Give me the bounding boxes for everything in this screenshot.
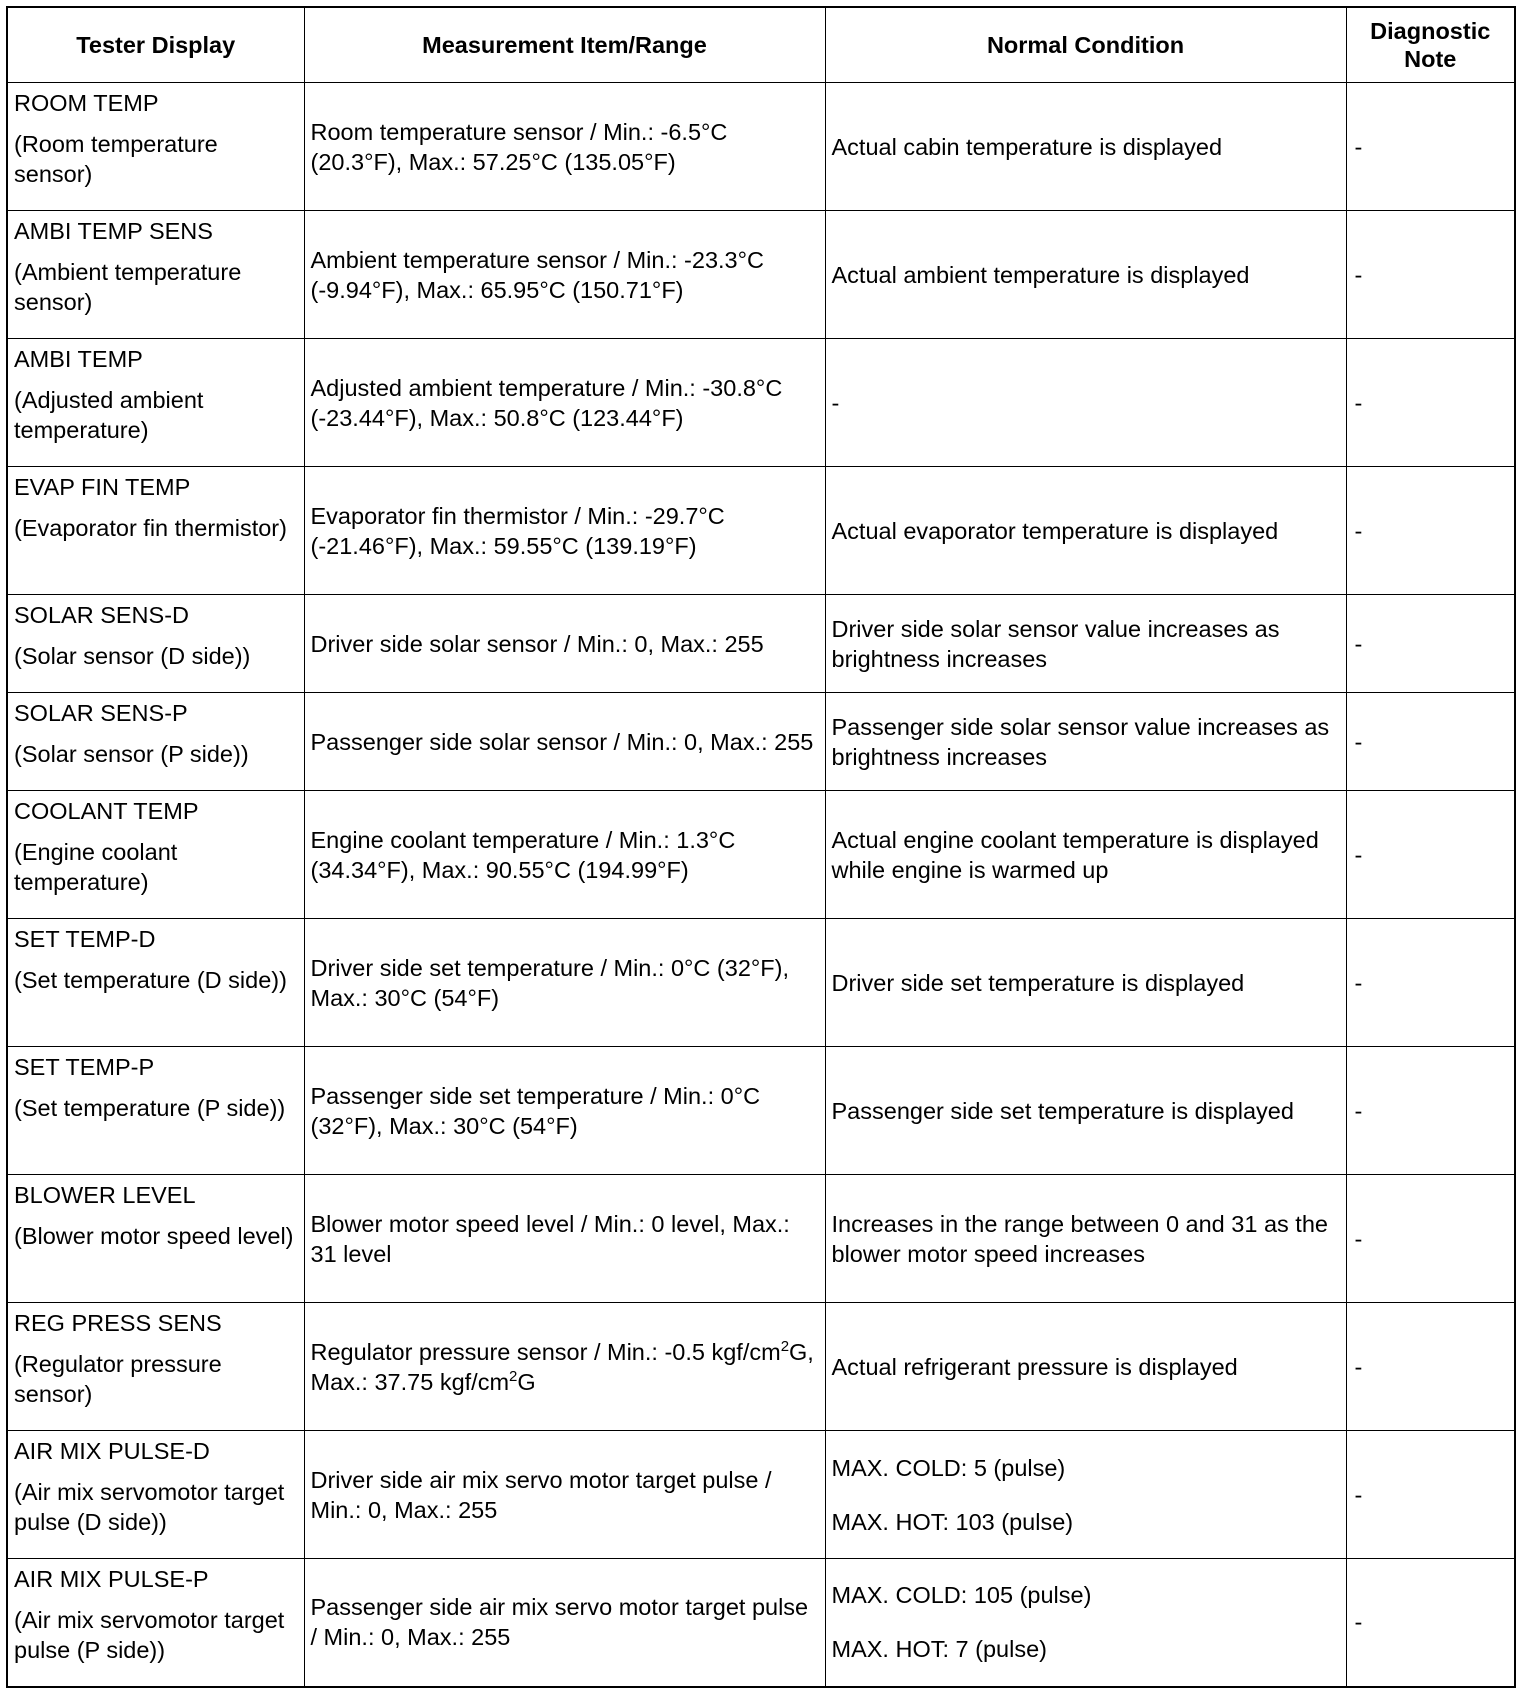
diagnostic-note-cell: - <box>1346 595 1515 693</box>
condition-text: Actual ambient temperature is displayed <box>831 261 1250 288</box>
normal-condition-cell <box>825 1559 1346 1687</box>
table-row <box>7 1431 1515 1559</box>
diagnostic-note-cell: - <box>1346 693 1515 791</box>
normal-condition-cell <box>825 1303 1346 1431</box>
diagnostic-note-cell: - <box>1346 1047 1515 1175</box>
display-code: BLOWER LEVEL <box>14 1182 196 1208</box>
diagnostic-note-cell: - <box>1346 211 1515 339</box>
normal-condition-cell <box>825 339 1346 467</box>
tester-display-cell <box>7 595 304 693</box>
measurement-cell: Passenger side set temperature / Min.: 0°C (32°F), Max.: 30°C (54°F) <box>304 1047 825 1175</box>
measurement-text: Regulator pressure sensor / Min.: -0.5 kgf/cm <box>310 1338 781 1365</box>
normal-condition-cell <box>825 83 1346 211</box>
tester-display-cell <box>7 83 304 211</box>
display-code: AMBI TEMP <box>14 346 143 372</box>
tester-display-cell <box>7 1047 304 1175</box>
normal-condition-cell <box>825 919 1346 1047</box>
display-description: (Solar sensor (D side)) <box>14 643 251 669</box>
diagnostic-note-cell: - <box>1346 467 1515 595</box>
condition-text: MAX. HOT: 103 (pulse) <box>831 1508 1074 1535</box>
display-description: (Solar sensor (P side)) <box>14 741 249 767</box>
condition-text: Driver side set temperature is displayed <box>831 969 1245 996</box>
tester-display-cell <box>7 339 304 467</box>
measurement-cell: Driver side solar sensor / Min.: 0, Max.: 255 <box>304 595 825 693</box>
measurement-cell: Ambient temperature sensor / Min.: -23.3°C (-9.94°F), Max.: 65.95°C (150.71°F) <box>304 211 825 339</box>
tester-display-cell <box>7 1559 304 1687</box>
condition-text: - <box>831 389 840 416</box>
condition-text: Driver side solar sensor value increases as brightness increases <box>831 615 1280 672</box>
normal-condition-cell <box>825 595 1346 693</box>
measurement-cell: Engine coolant temperature / Min.: 1.3°C (34.34°F), Max.: 90.55°C (194.99°F) <box>304 791 825 919</box>
display-code: SOLAR SENS-D <box>14 602 189 628</box>
condition-text: Actual cabin temperature is displayed <box>831 133 1223 160</box>
normal-condition-cell <box>825 1431 1346 1559</box>
display-description: (Room temperature sensor) <box>14 131 218 187</box>
display-code: SOLAR SENS-P <box>14 700 188 726</box>
tester-display-cell <box>7 467 304 595</box>
condition-text: MAX. HOT: 7 (pulse) <box>831 1636 1047 1663</box>
tester-display-cell <box>7 693 304 791</box>
display-code: REG PRESS SENS <box>14 1310 222 1336</box>
tester-display-cell <box>7 1175 304 1303</box>
diagnostic-note-cell: - <box>1346 919 1515 1047</box>
diagnostic-note-cell: - <box>1346 791 1515 919</box>
measurement-cell: Blower motor speed level / Min.: 0 level, Max.: 31 level <box>304 1175 825 1303</box>
display-code: AMBI TEMP SENS <box>14 218 213 244</box>
diagnostic-note-cell: - <box>1346 1559 1515 1687</box>
table-row <box>7 83 1515 211</box>
table-row <box>7 595 1515 693</box>
table-row <box>7 1047 1515 1175</box>
condition-text: Actual evaporator temperature is displayed <box>831 517 1279 544</box>
table-row <box>7 791 1515 919</box>
measurement-text: G, Max.: 37.75 kgf/cm <box>310 1338 814 1395</box>
tester-display-cell <box>7 1303 304 1431</box>
tester-display-cell <box>7 211 304 339</box>
condition-text: Passenger side set temperature is displayed <box>831 1097 1294 1124</box>
table-header-row <box>7 7 1515 83</box>
header-normal-condition: Normal Condition <box>825 7 1346 83</box>
table-row <box>7 1559 1515 1687</box>
table-row <box>7 339 1515 467</box>
measurement-text: G <box>517 1368 536 1395</box>
measurement-cell: Adjusted ambient temperature / Min.: -30.8°C (-23.44°F), Max.: 50.8°C (123.44°F) <box>304 339 825 467</box>
display-description: (Ambient temperature sensor) <box>14 259 242 315</box>
display-description: (Evaporator fin thermistor) <box>14 515 287 541</box>
measurement-cell: Evaporator fin thermistor / Min.: -29.7°C (-21.46°F), Max.: 59.55°C (139.19°F) <box>304 467 825 595</box>
display-description: (Air mix servomotor target pulse (P side)) <box>14 1607 285 1663</box>
measurement-cell: Passenger side air mix servo motor target pulse / Min.: 0, Max.: 255 <box>304 1559 825 1687</box>
display-description: (Air mix servomotor target pulse (D side)) <box>14 1479 285 1535</box>
condition-text: Actual engine coolant temperature is displayed while engine is warmed up <box>831 826 1319 883</box>
display-description: (Set temperature (D side)) <box>14 967 287 993</box>
table-row <box>7 211 1515 339</box>
tester-display-cell <box>7 1431 304 1559</box>
normal-condition-cell <box>825 211 1346 339</box>
superscript-two: 2 <box>780 1337 790 1355</box>
normal-condition-cell <box>825 467 1346 595</box>
header-tester-display: Tester Display <box>7 7 304 83</box>
data-list-table <box>6 6 1516 1688</box>
diagnostic-note-cell: - <box>1346 339 1515 467</box>
diagnostic-note-cell: - <box>1346 1175 1515 1303</box>
diagnostic-note-cell: - <box>1346 1431 1515 1559</box>
display-code: AIR MIX PULSE-P <box>14 1566 209 1592</box>
tester-display-cell <box>7 919 304 1047</box>
header-diagnostic-note: Diagnostic Note <box>1346 7 1515 83</box>
tester-display-cell <box>7 791 304 919</box>
table-row <box>7 919 1515 1047</box>
superscript-two: 2 <box>509 1367 518 1385</box>
display-description: (Engine coolant temperature) <box>14 839 178 895</box>
display-description: (Adjusted ambient temperature) <box>14 387 204 443</box>
measurement-cell: Room temperature sensor / Min.: -6.5°C (20.3°F), Max.: 57.25°C (135.05°F) <box>304 83 825 211</box>
table-row <box>7 1303 1515 1431</box>
table-row <box>7 1175 1515 1303</box>
display-code: AIR MIX PULSE-D <box>14 1438 210 1464</box>
diagnostic-note-cell: - <box>1346 83 1515 211</box>
display-description: (Regulator pressure sensor) <box>14 1351 222 1407</box>
diagnostic-note-cell: - <box>1346 1303 1515 1431</box>
display-code: EVAP FIN TEMP <box>14 474 191 500</box>
condition-text: MAX. COLD: 105 (pulse) <box>831 1582 1092 1609</box>
normal-condition-cell <box>825 791 1346 919</box>
table-row <box>7 467 1515 595</box>
measurement-cell: Driver side set temperature / Min.: 0°C (32°F), Max.: 30°C (54°F) <box>304 919 825 1047</box>
condition-text: Passenger side solar sensor value increases as brightness increases <box>831 713 1330 770</box>
display-description: (Set temperature (P side)) <box>14 1095 286 1121</box>
condition-text: Increases in the range between 0 and 31 as the blower motor speed increases <box>831 1210 1328 1267</box>
display-code: SET TEMP-D <box>14 926 156 952</box>
display-code: SET TEMP-P <box>14 1054 155 1080</box>
condition-text: Actual refrigerant pressure is displayed <box>831 1353 1238 1380</box>
display-description: (Blower motor speed level) <box>14 1223 294 1249</box>
measurement-cell: Driver side air mix servo motor target pulse / Min.: 0, Max.: 255 <box>304 1431 825 1559</box>
measurement-cell: Passenger side solar sensor / Min.: 0, Max.: 255 <box>304 693 825 791</box>
normal-condition-cell <box>825 1047 1346 1175</box>
display-code: COOLANT TEMP <box>14 798 199 824</box>
table-row <box>7 693 1515 791</box>
normal-condition-cell <box>825 1175 1346 1303</box>
measurement-cell <box>304 1303 825 1431</box>
display-code: ROOM TEMP <box>14 90 159 116</box>
condition-text: MAX. COLD: 5 (pulse) <box>831 1454 1066 1481</box>
data-list-table-container <box>6 6 1514 1688</box>
normal-condition-cell <box>825 693 1346 791</box>
header-measurement: Measurement Item/Range <box>304 7 825 83</box>
